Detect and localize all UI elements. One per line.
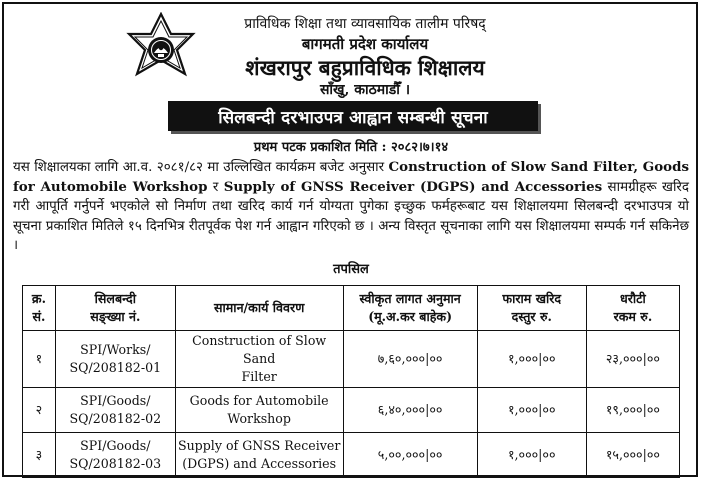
- cell-sn: २: [23, 388, 56, 433]
- institute-name: शंखरापुर बहुप्राविधिक शिक्षालय: [245, 55, 485, 80]
- body-text-2: र: [207, 179, 224, 195]
- cell-text: Supply of GNSS Receiver: [177, 438, 341, 453]
- header-text: सङ्ख्या नं.: [90, 309, 141, 324]
- cell-sn: ३: [23, 433, 56, 478]
- body-bold-2: Supply of GNSS Receiver (DGPS) and Accessories: [223, 178, 603, 195]
- col-header-deposit: [586, 286, 679, 331]
- cell-text: SQ/208182-01: [69, 360, 162, 375]
- col-header-description: [175, 286, 343, 331]
- cell-form-fee: १,०००|००: [477, 388, 586, 433]
- cell-text: Goods for Automobile: [189, 393, 329, 408]
- notice-title-banner: [168, 101, 538, 131]
- cell-deposit: १५,०००|००: [586, 433, 679, 478]
- cell-form-fee: १,०००|००: [477, 433, 586, 478]
- col-header-sealed-no: [55, 286, 175, 331]
- table-row: [23, 388, 680, 433]
- cell-description: [175, 433, 343, 478]
- notice-body: [13, 158, 689, 256]
- cell-sealed-no: [55, 433, 175, 478]
- header-text: रकम रु.: [613, 309, 653, 324]
- header-text: स्वीकृत लागत अनुमान: [359, 291, 461, 306]
- council-name: प्राविधिक शिक्षा तथा व्यावसायिक तालीम परिषद्: [244, 16, 486, 32]
- cell-text: SPI/Goods/: [80, 393, 151, 408]
- header-text: धरौटी: [620, 291, 646, 306]
- schedule-heading: तपसिल: [333, 262, 369, 277]
- cell-estimate: ७,६०,०००|००: [343, 331, 477, 388]
- cell-estimate: ६,४०,०००|००: [343, 388, 477, 433]
- header-text: सामान/कार्य विवरण: [214, 300, 305, 315]
- header-text: (मू.अ.कर बाहेक): [368, 309, 453, 324]
- header-text: सिलबन्दी: [94, 291, 136, 306]
- cell-sealed-no: [55, 331, 175, 388]
- cell-text: Filter: [241, 369, 277, 384]
- cell-form-fee: १,०००|००: [477, 331, 586, 388]
- header-text: दस्तुर रु.: [511, 309, 552, 324]
- provincial-office: बागमती प्रदेश कार्यालय: [301, 35, 429, 53]
- col-header-sn: [23, 286, 56, 331]
- cell-text: Workshop: [227, 411, 291, 426]
- cell-deposit: २३,०००|००: [586, 331, 679, 388]
- cell-text: SPI/Goods/: [80, 438, 151, 453]
- institute-address: साँखु, काठमाडौँ ।: [319, 82, 411, 98]
- cell-text: Construction of Slow Sand: [192, 333, 327, 366]
- col-header-estimate: [343, 286, 477, 331]
- cell-estimate: ५,००,०००|००: [343, 433, 477, 478]
- cell-text: SQ/208182-03: [69, 456, 162, 471]
- col-header-form-fee: [477, 286, 586, 331]
- cell-text: SQ/208182-02: [69, 411, 162, 426]
- body-text-1: यस शिक्षालयका लागि आ.व. २०८१/८२ मा उल्लिखित कार्यक्रम बजेट अनुसार: [13, 160, 389, 175]
- publication-date: प्रथम पटक प्रकाशित मिति : २०८२।७।१४: [253, 140, 449, 155]
- body-bold-1: Construction of Slow Sand Filter, Goods for Automobile Workshop: [13, 159, 689, 195]
- header-text: फाराम खरिद: [502, 291, 562, 306]
- cell-deposit: १९,०००|००: [586, 388, 679, 433]
- header-text: सं.: [32, 309, 46, 324]
- cell-description: [175, 331, 343, 388]
- header-text: क्र.: [31, 291, 46, 306]
- cell-text: SPI/Works/: [80, 342, 151, 357]
- body-text-3: सामग्रीहरू खरिद गरी आपूर्ति गर्नुपर्ने भएकोले सो निर्माण तथा खरिद कार्य गर्न योग्यता पुगेका इच्छुक फर्महरूबाट यस शिक्षालयमा सिलबन्दी दरभाउपत्र यो सूचना प्रकाशित मितिले १५ दिनभित्र रीतपूर्वक पेश गर्न आह्वान गरिएको छ । अन्य विस्तृत सूचनाका लागि यस शिक्षालयमा सम्पर्क गर्न सकिनेछ ।: [13, 179, 689, 254]
- cell-sealed-no: [55, 388, 175, 433]
- bid-schedule-table: [22, 285, 680, 478]
- cell-sn: १: [23, 331, 56, 388]
- nepal-emblem-star-icon: [125, 12, 197, 92]
- table-row: [23, 433, 680, 478]
- table-row: [23, 331, 680, 388]
- cell-description: [175, 388, 343, 433]
- cell-text: (DGPS) and Accessories: [182, 456, 337, 471]
- table-header-row: [23, 286, 680, 331]
- notice-title: सिलबन्दी दरभाउपत्र आह्वान सम्बन्धी सूचना: [218, 107, 488, 128]
